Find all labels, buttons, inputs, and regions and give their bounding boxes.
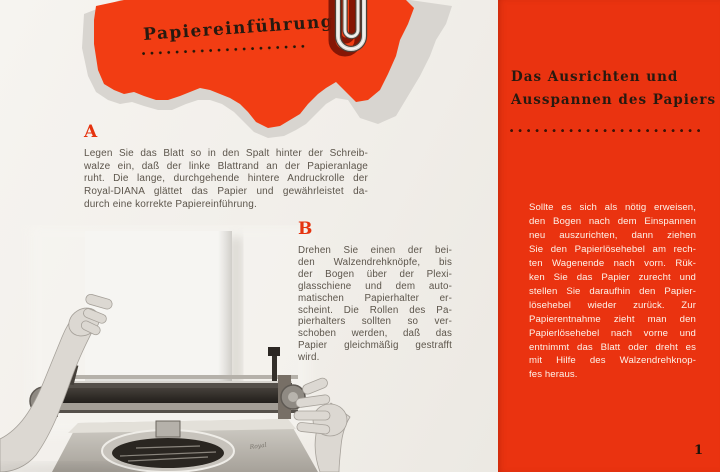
panel-heading: Das Ausrichten und Ausspannen des Papiers: [511, 69, 717, 108]
dotted-separator-right: [510, 129, 705, 133]
red-panel: [498, 0, 720, 472]
panel-body-text: Sollte es sich als nötig erweisen, den Bogen nach dem Einspannen neu auszurichten, dann ziehen Sie den Papierlösehebel am rech- ten Wagenende nach vorn. Rük- ken Sie das Papier zurecht und stellen Sie daraufhin den Papier- lösehebel wieder zurück. Zur Papierentnahme zieht man den Papierlösehebel nach vorne und entnimmt das Blatt oder dreht es mit Hilfe des Walzendrehknop- fes heraus.: [529, 202, 696, 381]
platen: [52, 388, 296, 403]
section-a-label: A: [84, 122, 98, 142]
section-b: [298, 221, 452, 364]
page-number: 1: [693, 443, 703, 458]
section-a: [84, 124, 368, 212]
paperclip-icon: [326, 0, 374, 64]
paper-bail: [60, 383, 292, 388]
page-title: Papiereinführung: [142, 11, 335, 45]
paper-bail-highlight: [60, 381, 292, 383]
section-a-text: Legen Sie das Blatt so in den Spalt hinter der Schreib- walze ein, daß der linke Blattrand an der Papieranlage ruht. Die lange, durchgehende hintere Andruckrolle der Royal-DIANA glättet das Papier und gewährleistet da- durch eine korrekte Papiereinführung.: [84, 148, 368, 210]
paper-sheet: [85, 231, 232, 389]
section-b-label: B: [298, 219, 313, 239]
royal-logo: Royal: [249, 441, 268, 451]
section-b-text: Drehen Sie einen der bei- den Walzendrehknöpfe, bis der Bogen über der Plexi- glasschiene und dem auto- matischen Papierhalter er- scheint. Die Rollen des Pa- pierhalters sollten so ver- schoben werden, daß das Papier gleichmäßig gestrafft wird.: [298, 245, 452, 364]
